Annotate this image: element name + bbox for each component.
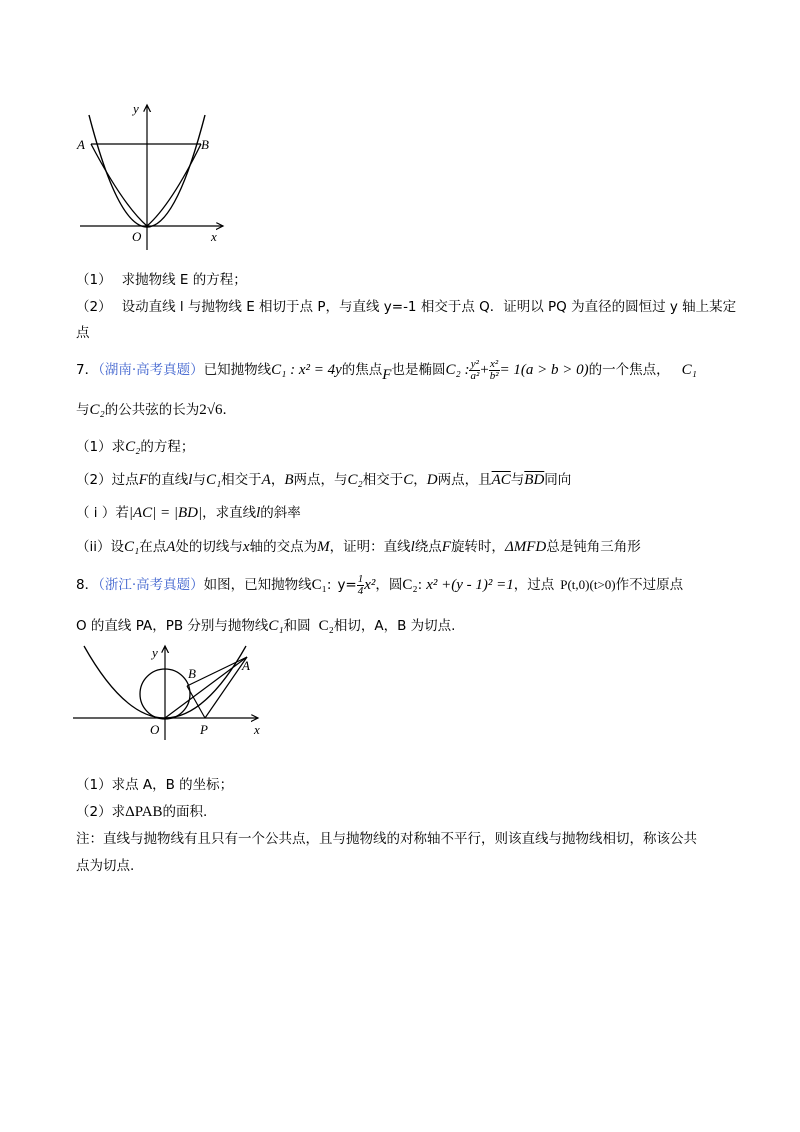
q8-note2: 点为切点. (76, 858, 135, 874)
q7-part2 (76, 468, 571, 489)
q8-c1: C₁ (311, 577, 327, 593)
q7-pii-f: 绕点 (414, 539, 442, 555)
q7-p2-pb: B (284, 472, 294, 488)
q8-p2-num: （2） (76, 804, 112, 820)
q6-part2-text: 设动直线 l 与抛物线 E 相切于点 P，与直线 y=-1 相交于点 Q．证明以 PQ 为直径的圆恒过 y 轴上某定 (121, 299, 737, 315)
q7-c1-eq: C₁ : x² = 4y (271, 362, 342, 378)
q8-text-b: ，圆 (375, 577, 403, 593)
q7-pi-eq: |AC| = |BD| (128, 505, 203, 521)
q7-p2-c2: C₂ (347, 472, 363, 488)
q7-pi-l: l (256, 505, 261, 521)
q7-text-d: 的一个焦点， (588, 362, 670, 378)
label-o: O (150, 722, 160, 737)
q7-text-a: 已知抛物线 (203, 362, 272, 378)
q8-part2 (76, 800, 207, 821)
q7-pi-a: 若 (115, 505, 129, 521)
q7-p2-vec-bd: $\overline{BD}$ (524, 472, 545, 488)
q7-l2-b: 的公共弦的长为 (104, 402, 200, 418)
q7-ellipse-rhs: = 1(a > b > 0) (499, 362, 589, 378)
q7-pii-x: x (242, 539, 250, 555)
q7-pii-pa: A (166, 539, 176, 555)
q7-p2-i: 两点，且 (437, 472, 492, 488)
label-a: A (77, 137, 85, 152)
label-b: B (201, 137, 209, 152)
q8-p1-num: （1） (76, 777, 112, 793)
q7-chord: 2√6 (199, 402, 223, 418)
q7-pii-num: （ii） (76, 539, 111, 555)
q7-frac-x (489, 359, 500, 382)
q7-p1-b: 的方程； (140, 439, 195, 455)
q7-pii-d: 轴的交点为 (249, 539, 318, 555)
q7-pi-c: 的斜率 (260, 505, 301, 521)
q8-p1-text: 求点 A，B 的坐标； (111, 777, 234, 793)
q6-part2-num: （2） (76, 299, 112, 315)
q7-frac-y (469, 359, 480, 382)
q7-p2-pc: C (403, 472, 414, 488)
q7-frac-y-num: y² (470, 357, 479, 370)
q8-line2 (76, 614, 455, 635)
q7-p1-a: 求 (111, 439, 126, 455)
q7-l2-c2: C₂ (89, 402, 105, 418)
q7-p2-num: （2） (76, 472, 112, 488)
q7-text-b: 的焦点 (341, 362, 383, 378)
q7-part-ii (76, 535, 641, 556)
label-b: B (188, 666, 196, 681)
q7-p2-l: l (188, 472, 193, 488)
q8-p2-a: 求 (111, 804, 126, 820)
q8-l2-a: O 的直线 PA，PB 分别与抛物线 (76, 618, 269, 634)
q7-frac-x-den: b² (489, 369, 499, 382)
q8-text-c: ，过点 (513, 577, 555, 593)
q7-l2-a: 与 (76, 402, 90, 418)
q8-text-d: 作不过原点 (615, 577, 684, 593)
q7-line1: 7．（湖南·高考真题）已知抛物线C₁ : x² = 4y的焦点F也是椭圆C₂ : $\frac{\text{y²}}{\text{a²}}$ + $\frac{\text{x²}}{\text{b²}}$ = 1(a > b > 0)的一个焦点， C₁ (76, 357, 697, 383)
q8-source: （浙江·高考真题） (98, 577, 204, 593)
label-o: O (132, 229, 142, 244)
q7-line2 (76, 398, 236, 419)
q8-p2-b: 的面积. (162, 804, 208, 820)
q6-part2-cont-text: 点 (76, 325, 90, 341)
q8-colon2: : (417, 577, 423, 593)
q8-colon: : (326, 577, 332, 593)
q7-part-i (76, 501, 301, 522)
q7-pii-c: 处的切线与 (175, 539, 243, 555)
q8-number: 8． (76, 577, 99, 593)
q8-c2: C₂ (402, 577, 418, 593)
q7-p2-j: 与 (510, 472, 525, 488)
q7-p2-vec-ac: $\overline{AC}$ (491, 472, 511, 488)
q6-part1-text: 求抛物线 E 的方程； (121, 272, 247, 288)
segment-oa (165, 657, 247, 718)
q7-pii-g: 旋转时， (450, 539, 505, 555)
q7-p2-g: 相交于 (362, 472, 404, 488)
q8-point: P(t,0)(t>0) (560, 577, 616, 592)
q7-number: 7． (76, 362, 99, 378)
q7-pii-a: 设 (110, 539, 125, 555)
q7-f: F (382, 367, 392, 383)
q8-text-a: 如图，已知抛物线 (203, 577, 312, 593)
q7-p2-k: 同向 (544, 472, 572, 488)
q7-pii-b: 在点 (139, 539, 167, 555)
q8-note-line1 (76, 827, 697, 847)
q6-part1-num: （1） (76, 272, 112, 288)
q8-part1 (76, 773, 233, 793)
q8-l2-c2: C₂ (318, 618, 334, 634)
q8-frac-num: 1 (357, 572, 364, 585)
q7-p1-c2: C₂ (125, 439, 141, 455)
figure-parabola-ab (75, 95, 235, 255)
label-y: y (152, 645, 158, 660)
tangent-pa (205, 657, 247, 718)
q7-text-c: 也是椭圆 (391, 362, 446, 378)
q7-pii-l: l (410, 539, 415, 555)
q7-pi-b: ，求直线 (202, 505, 257, 521)
q8-frac-den: 4 (357, 584, 364, 597)
q8-line1 (76, 573, 683, 597)
q7-p2-f: F (138, 472, 148, 488)
q7-p2-h: ， (413, 472, 427, 488)
q6-part2 (76, 295, 736, 315)
segment-ab (187, 657, 247, 686)
q7-pi-num: （ i ） (76, 505, 116, 521)
q7-pii-m: M (317, 539, 330, 555)
q8-l2-c: 相切，A，B 为切点. (333, 618, 456, 634)
q7-p2-e: ， (270, 472, 285, 488)
q8-l2-c1: C₁ (268, 618, 284, 634)
q8-x2: x² (364, 577, 376, 593)
q7-part1 (76, 435, 194, 456)
q8-circle-eq: x² +(y - 1)² =1 (426, 577, 514, 593)
q8-p2-tri: ΔPAB (125, 804, 163, 820)
label-p: P (200, 722, 208, 737)
label-y: y (133, 101, 139, 116)
label-a: A (242, 658, 250, 673)
q7-p2-pa: A (261, 472, 271, 488)
q7-p1-num: （1） (76, 439, 112, 455)
q7-p2-f2: 两点，与 (293, 472, 348, 488)
label-x: x (254, 722, 260, 737)
q7-p2-c: 与 (192, 472, 206, 488)
q7-p2-a: 过点 (111, 472, 139, 488)
q8-y-eq: y= (337, 577, 357, 593)
q7-pii-pf: F (441, 539, 451, 555)
q8-note-line2 (76, 854, 134, 874)
q7-pii-tri: ΔMFD (504, 539, 547, 555)
q7-p2-c1: C₁ (205, 472, 222, 488)
q6-part1 (76, 268, 247, 288)
q7-frac-y-den: a² (470, 369, 480, 382)
q7-pii-c1: C₁ (124, 539, 140, 555)
arc-oa (91, 144, 147, 226)
q7-p2-d: 相交于 (221, 472, 262, 488)
q7-pii-e: ，证明：直线 (329, 539, 411, 555)
q7-p2-pd: D (426, 472, 438, 488)
q8-note1: 注：直线与抛物线有且只有一个公共点，且与抛物线的对称轴不平行，则该直线与抛物线相切，称该公共 (76, 831, 697, 847)
q6-part2-cont (76, 321, 90, 341)
q7-c2-name: C₂ : (445, 362, 470, 378)
q7-p2-b: 的直线 (147, 472, 189, 488)
q8-l2-b: 和圆 (283, 618, 311, 634)
figure-parabola-circle (70, 640, 270, 745)
q7-c1: C₁ (681, 362, 697, 378)
q7-pii-h: 总是钝角三角形 (546, 539, 641, 555)
q7-source: （湖南·高考真题） (98, 362, 204, 378)
label-x: x (211, 229, 217, 244)
q7-l2-end: ． (222, 402, 236, 418)
q7-frac-x-num: x² (490, 357, 499, 370)
